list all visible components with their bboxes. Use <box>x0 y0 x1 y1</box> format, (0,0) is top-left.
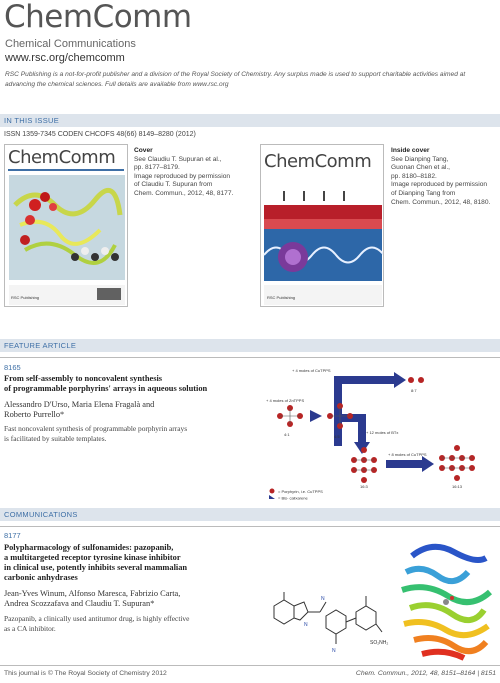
scheme-legend-porphyrin: = Porphyrin, i.e. CuTPPS <box>278 489 323 494</box>
feature-article-heading: FEATURE ARTICLE <box>0 339 500 352</box>
sulfonamide-label: SO₂NH₂ <box>370 640 389 646</box>
cover-caption-line: pp. 8177–8179. <box>134 164 180 172</box>
journal-subtitle: Chemical Communications <box>5 38 136 50</box>
inside-cover-caption-line: See Dianping Tang, <box>391 155 449 163</box>
cover-publisher-mark: RSC Publishing <box>11 295 40 300</box>
inside-cover-image[interactable] <box>260 144 384 307</box>
communication-authors-line: Andrea Scozzafava and Claudiu T. Supuran* <box>4 599 155 608</box>
feature-abstract-line: Fast noncovalent synthesis of programmable porphyrin arrays <box>4 424 188 433</box>
communication-title-line: carbonic anhydrases <box>4 573 78 582</box>
scheme-label-ratio: 4:5 <box>334 434 340 439</box>
footer-citation: Chem. Commun., 2012, 48, 8151–8164 | 8151 <box>355 670 496 677</box>
journal-url-link[interactable]: www.rsc.org/chemcomm <box>5 52 125 64</box>
communication-authors-line: Jean-Yves Winum, Alfonso Maresca, Fabrizio Carta, <box>4 589 181 598</box>
inside-cover-caption <box>391 147 490 207</box>
communications-heading: COMMUNICATIONS <box>0 508 500 521</box>
svg-text:N: N <box>332 648 336 654</box>
scheme-label-eq-top: + 4 moles of CuTPPS <box>292 368 331 373</box>
feature-authors <box>4 400 154 420</box>
feature-page-number: 8165 <box>4 363 21 372</box>
cover-masthead: ChemComm <box>8 147 116 168</box>
communication-authors <box>4 589 180 609</box>
cover-caption-line: of Claudiu T. Supuran from <box>134 181 213 189</box>
feature-title-line: of programmable porphyrins' arrays in aqueous solution <box>4 384 208 393</box>
feature-authors-line: Alessandro D'Urso, Maria Elena Fragalà and <box>4 400 155 409</box>
cover-caption-line: See Claudiu T. Supuran et al., <box>134 155 222 163</box>
communication-page-number: 8177 <box>4 531 21 540</box>
scheme-legend-calixarene: = Bis- calixarene <box>278 495 308 500</box>
feature-title-line: From self-assembly to noncovalent synthesis <box>4 374 163 383</box>
protein-structure-icon <box>5 145 128 307</box>
porphyrin-legend-icon <box>270 489 275 494</box>
cover-caption-line: Chem. Commun., 2012, 48, 8177. <box>134 189 234 197</box>
inside-cover-caption-line: pp. 8180–8182. <box>391 172 437 180</box>
inside-cover-caption-title: Inside cover <box>391 147 430 154</box>
communication-title-line: a multitargeted receptor tyrosine kinase inhibitor <box>4 553 181 562</box>
journal-title: ChemComm <box>4 0 192 35</box>
inside-cover-caption-line: Image reproduced by permission <box>391 181 488 189</box>
scheme-label-ratio: 8:7 <box>411 388 417 393</box>
communication-abstract <box>4 614 189 633</box>
cover-image[interactable] <box>4 144 128 307</box>
feature-article-title[interactable] <box>4 374 207 394</box>
inside-cover-publisher-mark: RSC Publishing <box>267 295 296 300</box>
communication-abstract-line: as a CA inhibitor. <box>4 623 56 633</box>
scheme-label-eq-left: + 4 moles of ZnTPPS <box>266 398 305 403</box>
svg-text:N: N <box>321 596 325 602</box>
svg-text:N: N <box>304 622 308 628</box>
porphyrin-assembly-scheme <box>266 364 496 500</box>
communication-abstract-line: Pazopanib, a clinically used antitumor drug, is highly effective <box>4 614 190 623</box>
scheme-label-ratio: 4:1 <box>284 432 290 437</box>
scheme-label-ratio: 16:13 <box>452 484 463 489</box>
footer-rule <box>0 665 500 666</box>
communication-title-line: Polypharmacology of sulfonamides: pazopanib, <box>4 543 174 552</box>
cover-caption <box>134 147 233 199</box>
communication-article-title[interactable] <box>4 543 187 583</box>
masthead <box>4 0 192 34</box>
calixarene-legend-icon <box>269 495 275 499</box>
inside-cover-caption-line: of Dianping Tang from <box>391 189 456 197</box>
section-rule <box>0 357 500 358</box>
inside-cover-masthead: ChemComm <box>264 151 372 172</box>
scheme-label-eq-mid: + 12 moles of BTx <box>366 430 399 435</box>
publisher-notice: RSC Publishing is a not-for-profit publisher and a division of the Royal Society of Chemistry. Any surplus made is used to support charitable activities aimed at advancing the chemical sciences. Full details are available from www.rsc.org <box>5 71 466 88</box>
feature-abstract-line: is facilitated by suitable templates. <box>4 433 107 443</box>
feature-abstract <box>4 424 187 443</box>
nanostructure-icon <box>261 145 384 307</box>
cover-caption-title: Cover <box>134 147 153 154</box>
section-rule <box>0 526 500 527</box>
scheme-label-ratio: 16:3 <box>360 484 368 489</box>
inside-cover-caption-line: Guonan Chen et al., <box>391 164 451 172</box>
page-footer <box>0 665 500 683</box>
in-this-issue-heading: IN THIS ISSUE <box>0 114 500 127</box>
carbonic-anhydrase-ribbon-icon <box>392 538 498 662</box>
feature-authors-line: Roberto Purrello* <box>4 410 65 419</box>
scheme-label-eq-right: + 8 moles of CuTPPS <box>388 452 427 457</box>
cover-caption-line: Image reproduced by permission <box>134 172 231 180</box>
pazopanib-structure-icon <box>266 566 390 658</box>
communication-title-line: in clinical use, potently inhibits several mammalian <box>4 563 188 572</box>
issn-line: ISSN 1359-7345 CODEN CHCOFS 48(66) 8149–8280 (2012) <box>4 131 196 138</box>
footer-copyright: This journal is © The Royal Society of Chemistry 2012 <box>4 670 167 677</box>
inside-cover-caption-line: Chem. Commun., 2012, 48, 8180. <box>391 198 491 206</box>
